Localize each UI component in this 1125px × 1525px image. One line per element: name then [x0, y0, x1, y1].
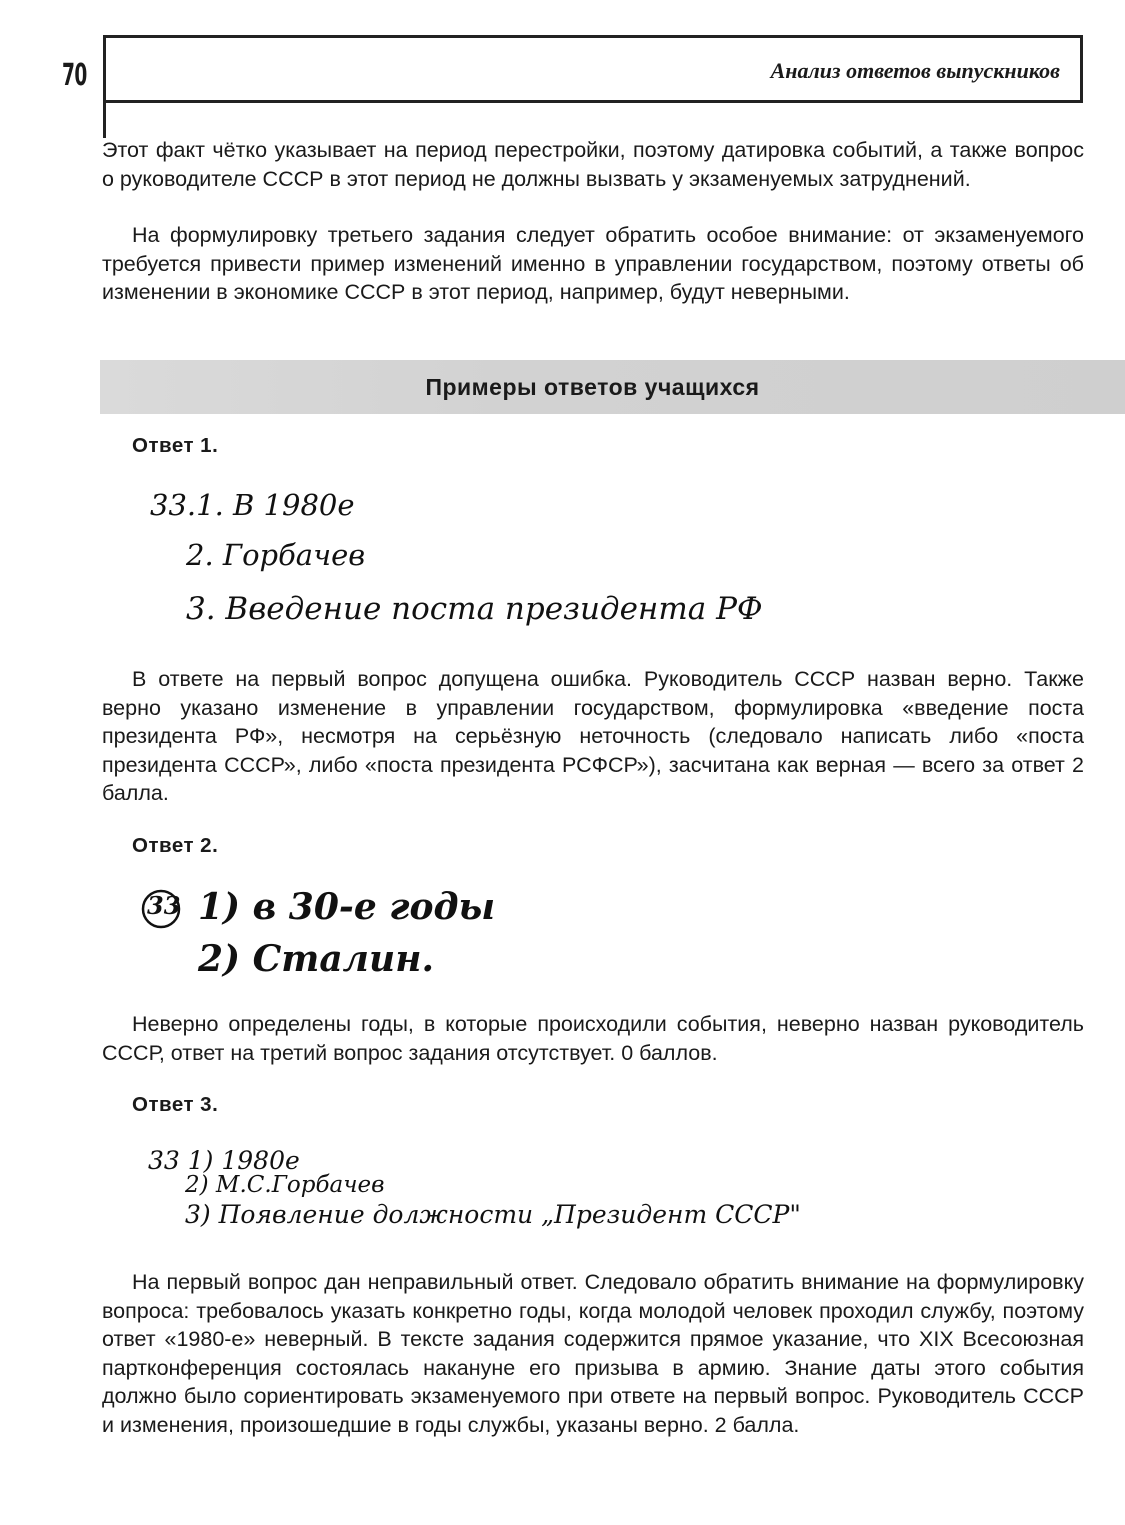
- answer-3-handwriting-line-3: 3) Появление должности „Президент СССР": [185, 1200, 801, 1229]
- header-divider: [103, 100, 106, 138]
- answer-2-comment: Неверно определены годы, в которые происходили события, неверно назван руководитель СССР, ответ на третий вопрос задания отсутствует. 0 баллов.: [102, 1012, 1084, 1065]
- answer-2-handwriting-line-2: 2) Сталин.: [198, 938, 434, 980]
- answer-3-label: Ответ 3.: [132, 1093, 219, 1116]
- answer-1-handwriting-line-1: 33.1. В 1980е: [150, 488, 355, 522]
- answer-2-circled-number: [140, 888, 182, 930]
- answer-2-handwriting-line-1: 1) в 30-е годы: [198, 886, 496, 928]
- answer-2-label: Ответ 2.: [132, 834, 219, 857]
- answer-3-handwriting-line-1: 33 1) 1980е: [148, 1146, 300, 1175]
- intro-paragraph-1: Этот факт чётко указывает на период перестройки, поэтому датировка событий, а также вопрос о руководителе СССР в этот период не должны вызвать у экзаменуемых затруднений.: [102, 138, 1084, 191]
- answer-3-handwriting-line-2: 2) М.С.Горбачев: [185, 1172, 385, 1198]
- answer-2-number: 33: [147, 891, 181, 920]
- section-heading-band: [100, 360, 1125, 414]
- answer-1-comment: В ответе на первый вопрос допущена ошибка. Руководитель СССР назван верно. Также верно указано изменение в управлении государством, формулировка «введение поста президента РФ», несмотря на серьёзную неточность (следовало написать либо «поста президента СССР», либо «поста президента РСФСР»), засчитана как верная — всего за ответ 2 балла.: [102, 667, 1084, 805]
- section-title: Примеры ответов учащихся: [425, 374, 760, 400]
- running-header: [103, 35, 1083, 103]
- answer-1-handwriting-line-3: 3. Введение поста президента РФ: [186, 591, 763, 627]
- page-number: 70: [62, 58, 87, 93]
- intro-paragraph-2: На формулировку третьего задания следует обратить особое внимание: от экзаменуемого требуется привести пример изменений именно в управлении государством, поэтому ответы об изменении в экономике СССР в этот период, например, будут неверными.: [102, 223, 1084, 304]
- answer-3-comment: На первый вопрос дан неправильный ответ. Следовало обратить внимание на формулировку вопроса: требовалось указать конкретно годы, когда молодой человек проходил службу, поэтому ответ «1980-е» неверный. В тексте задания содержится прямое указание, что XIX Всесоюзная партконференция состоялась накануне его призыва в армию. Знание даты этого события должно было сориентировать экзаменуемого при ответе на первый вопрос. Руководитель СССР и изменения, произошедшие в годы службы, указаны верно. 2 балла.: [102, 1270, 1084, 1437]
- answer-1-handwriting-line-2: 2. Горбачев: [186, 538, 366, 572]
- running-header-title: Анализ ответов выпускников: [770, 58, 1060, 83]
- answer-1-label: Ответ 1.: [132, 434, 219, 457]
